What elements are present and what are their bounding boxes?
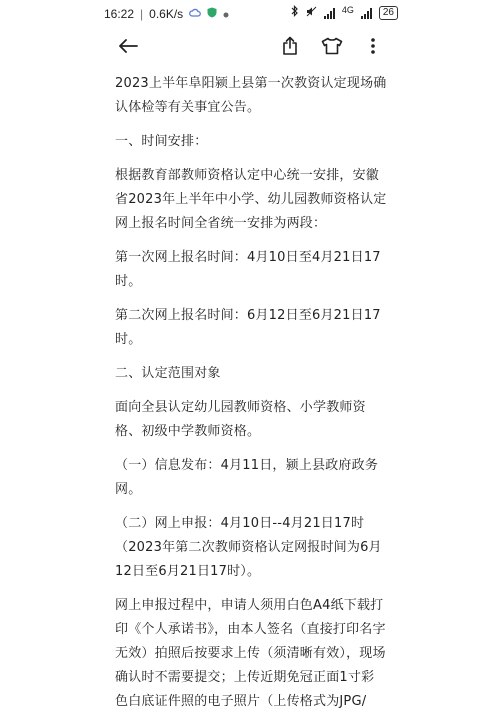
back-button[interactable]	[114, 32, 142, 60]
battery-level: 26	[382, 6, 394, 18]
article-paragraph: 网上申报过程中，申请人须用白色A4纸下载打印《个人承诺书》，由本人签名（直接打印名字无效）拍照后按要求上传（须清晰有效），现场确认时不需要提交；上传近期免冠正面1寸彩色白底证件照的电子照片（上传格式为JPG/	[115, 598, 386, 709]
shield-icon	[207, 7, 217, 21]
article-paragraph: 面向全县认定幼儿园教师资格、小学教师资格、初级中学教师资格。	[115, 400, 366, 439]
network-speed: 0.6K/s	[149, 7, 184, 21]
status-time: 16:22	[104, 7, 135, 21]
notification-dot-icon	[223, 7, 229, 21]
status-right	[291, 5, 398, 20]
article-paragraph: 2023上半年阜阳颍上县第一次教资认定现场确认体检等有关事宜公告。	[115, 76, 387, 115]
bluetooth-icon	[291, 5, 299, 20]
more-vertical-icon	[370, 37, 376, 55]
article-paragraph: 第二次网上报名时间：6月12日至6月21日17时。	[115, 308, 381, 347]
signal-icon-2	[361, 7, 372, 19]
more-options-button[interactable]	[359, 32, 387, 60]
cloud-icon	[189, 7, 201, 21]
back-arrow-icon	[118, 38, 138, 54]
article-paragraph: （二）网上申报：4月10日--4月21日17时（2023年第二次教师资格认定网报时间为6月12日至6月21日17时）。	[115, 516, 382, 579]
status-bar	[0, 0, 500, 26]
network-type: 4G	[341, 4, 354, 15]
status-left	[104, 7, 229, 21]
tshirt-icon	[321, 37, 343, 55]
article-paragraph: 第一次网上报名时间：4月10日至4月21日17时。	[115, 250, 381, 289]
signal-icon	[324, 7, 335, 19]
share-button[interactable]	[276, 32, 304, 60]
article-paragraph: 二、认定范围对象	[115, 366, 221, 381]
battery-icon	[379, 6, 398, 20]
share-icon	[281, 36, 299, 56]
status-separator: |	[140, 7, 144, 21]
article-content	[115, 72, 387, 724]
article-paragraph: 根据教育部教师资格认定中心统一安排，安徽省2023年上半年中小学、幼儿园教师资格认定网上报名时间全省统一安排为两段：	[115, 168, 387, 231]
theme-shirt-button[interactable]	[318, 32, 346, 60]
article-paragraph: 一、时间安排：	[115, 134, 208, 149]
article-paragraph: （一）信息发布：4月11日，颍上县政府政务网。	[115, 458, 379, 497]
top-toolbar	[0, 26, 500, 66]
mute-icon	[306, 6, 317, 20]
